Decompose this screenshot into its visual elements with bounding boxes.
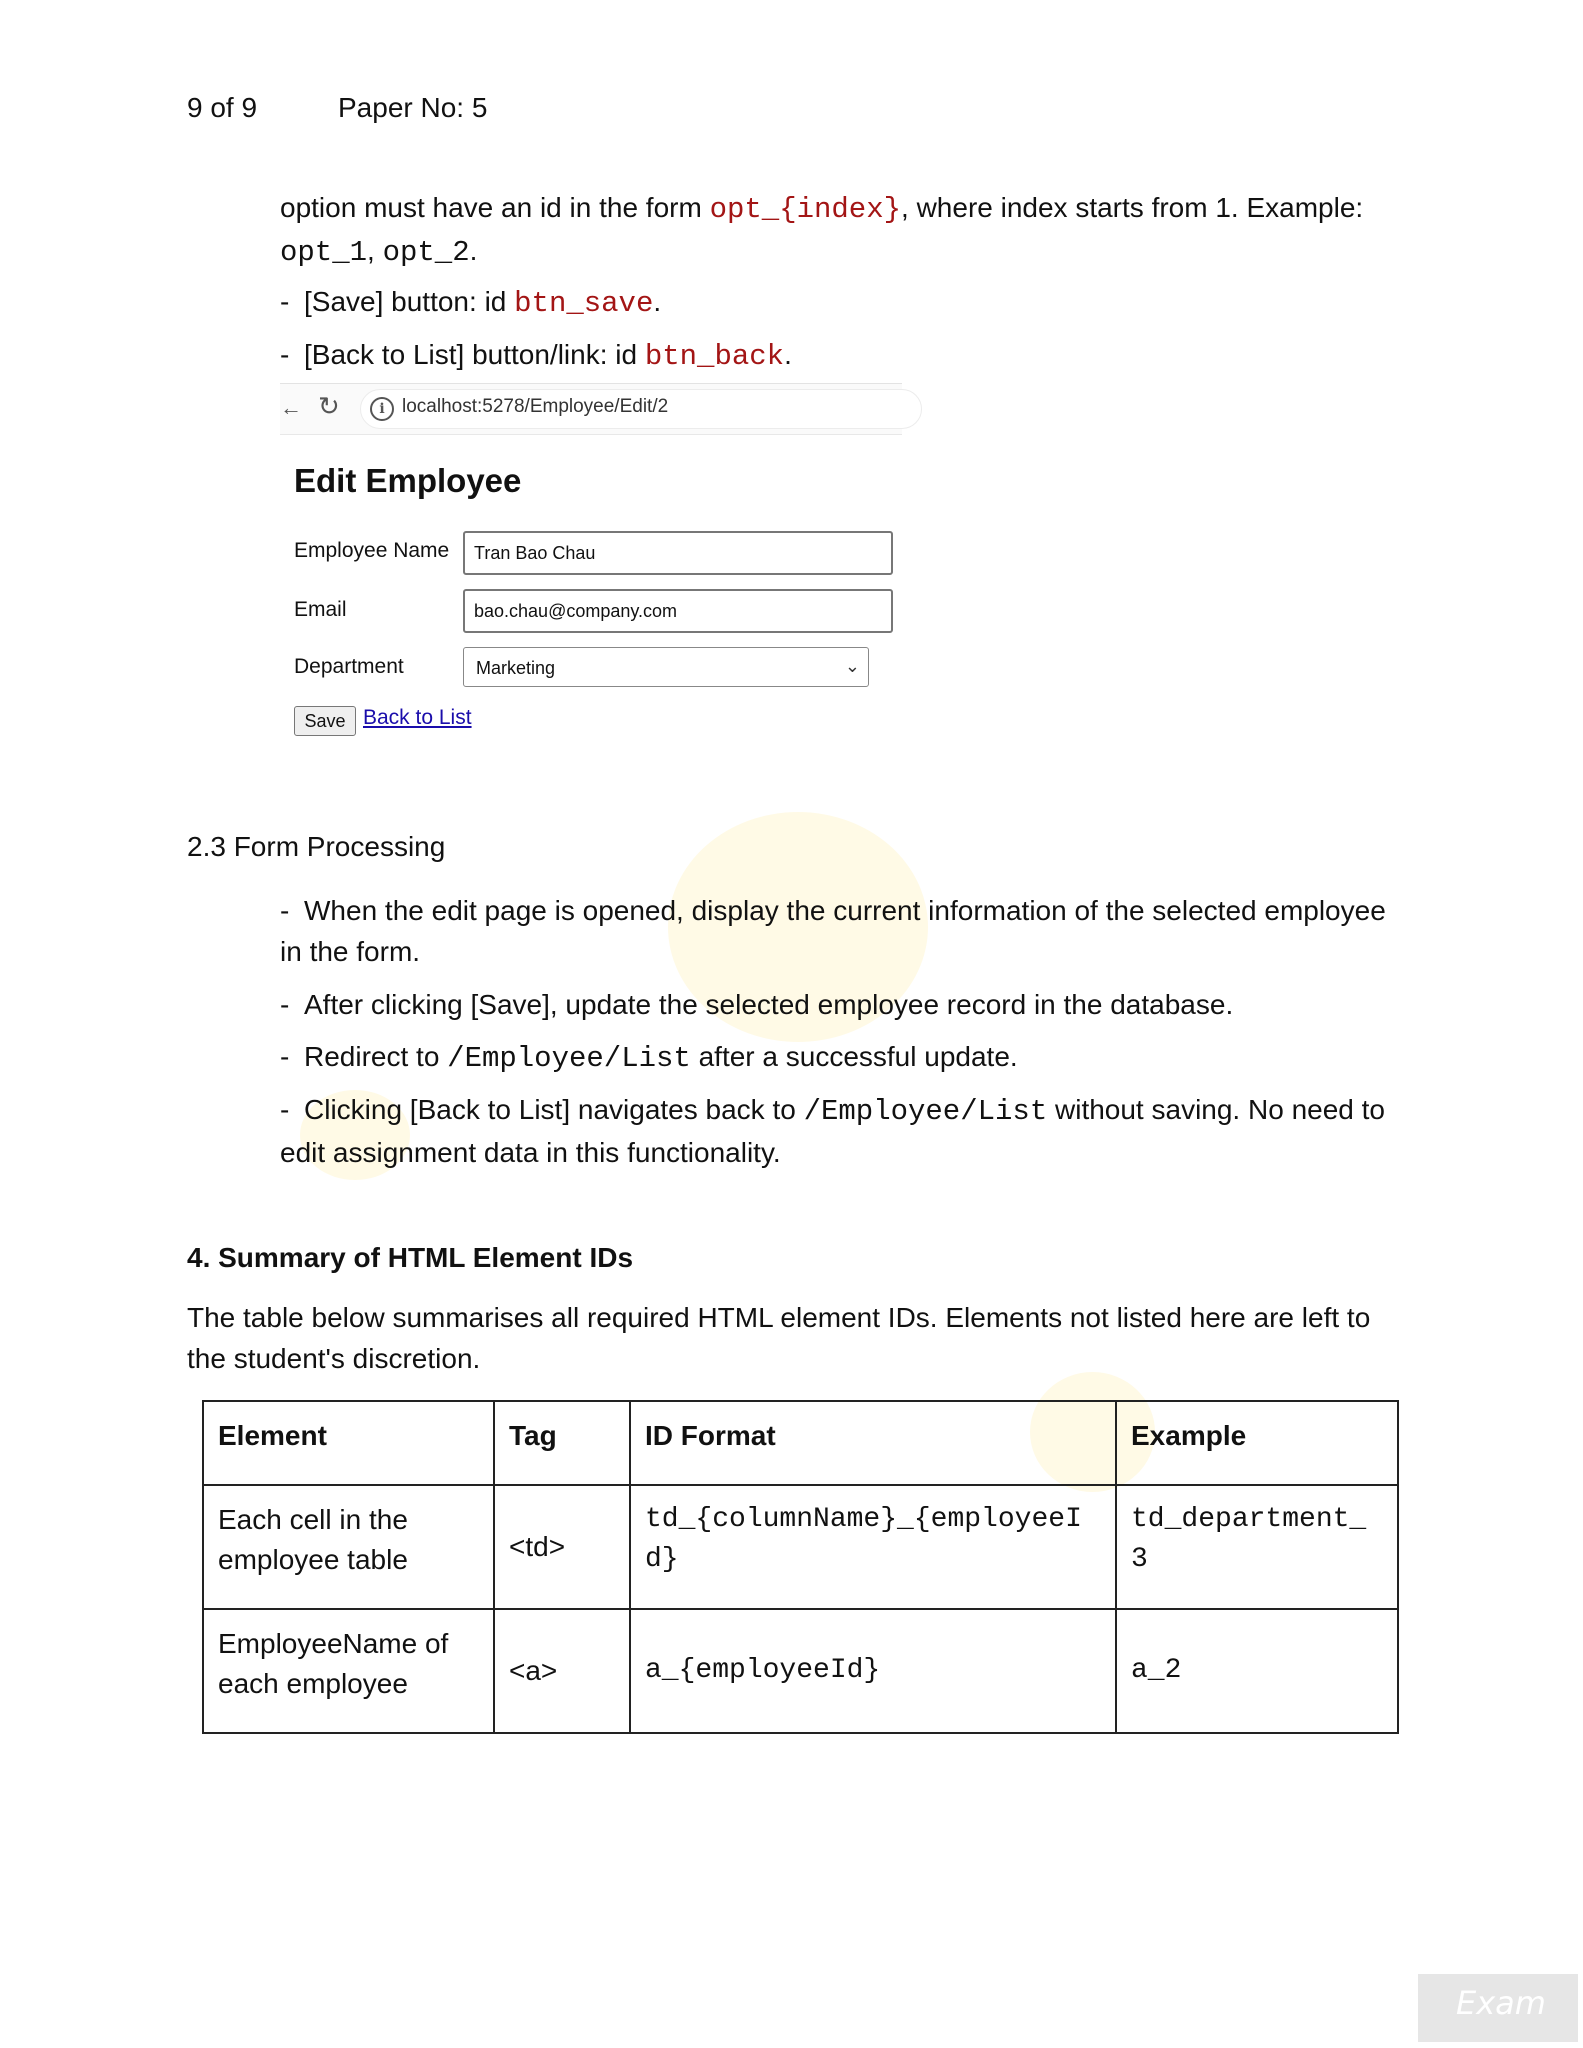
department-value: Marketing	[476, 658, 556, 678]
back-arrow-icon[interactable]: ←	[280, 395, 302, 420]
code-opt-index: opt_{index}	[709, 193, 902, 226]
code-employee-list: /Employee/List	[803, 1095, 1048, 1128]
bullet-open-edit: - When the edit page is opened, display the current information of the selected employee in the form.	[280, 895, 1386, 967]
column-header: ID Format	[630, 1401, 1116, 1485]
email-value: bao.chau@company.com	[474, 601, 678, 621]
browser-address-bar	[280, 383, 902, 435]
reload-icon[interactable]: ↻	[318, 391, 340, 421]
paper-number: Paper No: 5	[338, 92, 488, 123]
department-label: Department	[294, 655, 404, 678]
code-btn-save: btn_save	[514, 287, 654, 320]
cell-tag: <a>	[494, 1609, 630, 1733]
info-icon[interactable]: i	[370, 397, 394, 421]
employee-name-input[interactable]	[463, 531, 893, 575]
section-heading-form-processing: 2.3 Form Processing	[187, 831, 446, 862]
bullet-back-to-list: - Clicking [Back to List] navigates back to /Employee/List without saving. No need to edit assignment data in this functionality.	[280, 1094, 1385, 1168]
cell-element: EmployeeName of each employee	[203, 1609, 494, 1733]
table-row	[203, 1485, 1398, 1609]
code-btn-back: btn_back	[644, 340, 785, 373]
element-id-table	[202, 1400, 1399, 1734]
column-header: Example	[1116, 1401, 1398, 1485]
exam-watermark-logo: Exam	[1418, 1974, 1578, 2042]
employee-name-label: Employee Name	[294, 539, 450, 562]
cell-format: td_{columnName}_{employeeId}	[630, 1485, 1116, 1609]
chevron-down-icon: ⌄	[844, 656, 860, 676]
page-number: 9 of 9	[187, 92, 258, 123]
back-to-list-link[interactable]: Back to List	[363, 706, 472, 729]
bullet-save: - [Save] button: id btn_save.	[280, 286, 662, 320]
code-employee-list: /Employee/List	[447, 1042, 691, 1075]
code-opt-1: opt_1	[280, 236, 368, 269]
edit-employee-title: Edit Employee	[294, 462, 522, 499]
column-header: Element	[203, 1401, 494, 1485]
url-text: localhost:5278/Employee/Edit/2	[402, 396, 669, 417]
employee-name-value: Tran Bao Chau	[474, 543, 596, 563]
intro-paragraph: option must have an id in the form opt_{index}, where index starts from 1. Example: opt_1, opt_2.	[280, 192, 1364, 269]
cell-tag: <td>	[494, 1485, 630, 1609]
cell-format: a_{employeeId}	[630, 1609, 1116, 1733]
email-input[interactable]	[463, 589, 893, 633]
save-button[interactable]: Save	[294, 706, 356, 736]
email-label: Email	[294, 598, 347, 621]
summary-paragraph: The table below summarises all required HTML element IDs. Elements not listed here are left to the student's discretion.	[187, 1302, 1371, 1374]
section-heading-summary: 4. Summary of HTML Element IDs	[187, 1242, 634, 1273]
cell-element: Each cell in the employee table	[203, 1485, 494, 1609]
table-row	[203, 1609, 1398, 1733]
cell-example: td_department_3	[1116, 1485, 1398, 1609]
bullet-after-save: - After clicking [Save], update the selected employee record in the database.	[280, 989, 1234, 1020]
column-header: Tag	[494, 1401, 630, 1485]
table-header-row	[203, 1401, 1398, 1485]
cell-example: a_2	[1116, 1609, 1398, 1733]
bullet-back: - [Back to List] button/link: id btn_back.	[280, 339, 792, 373]
bullet-redirect: - Redirect to /Employee/List after a successful update.	[280, 1041, 1018, 1075]
department-select[interactable]	[463, 647, 869, 687]
code-opt-2: opt_2	[382, 236, 470, 269]
